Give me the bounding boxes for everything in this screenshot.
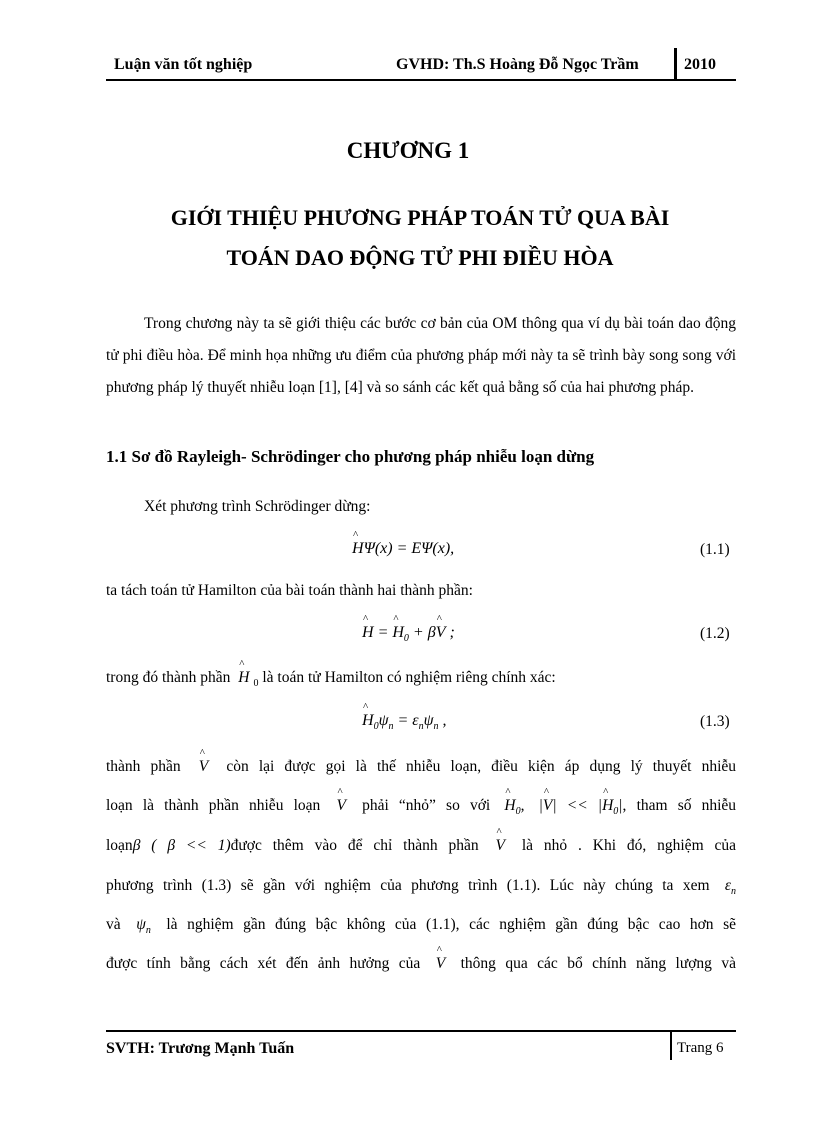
chapter-title-line-1: GIỚI THIỆU PHƯƠNG PHÁP TOÁN TỬ QUA BÀI <box>170 205 670 230</box>
text-consider: Xét phương trình Schrödinger dừng: <box>144 498 371 515</box>
section-heading: 1.1 Sơ đồ Rayleigh- Schrödinger cho phương pháp nhiễu loạn dừng <box>106 447 595 466</box>
chapter-title <box>110 198 730 278</box>
p2-line5-part-a: và <box>106 916 121 933</box>
text-where: trong đó thành phần ^ H $_0$ là toán tử Hamilton có nghiệm riêng chính xác: <box>106 669 556 689</box>
symbol-h0-inline: ^ $H_0$, <box>504 797 524 814</box>
p2-line1-part-b: còn lại được gọi là thế nhiễu loạn, điều kiện áp dụng lý thuyết nhiễu <box>226 758 737 775</box>
page-header <box>106 48 736 80</box>
text-split: ta tách toán tử Hamilton của bài toán thành hai thành phần: <box>106 582 473 599</box>
paragraph-2-line-2 <box>106 797 736 817</box>
text-where-part-a: trong đó thành phần <box>106 669 231 686</box>
p2-line5-part-b: là nghiệm gần đúng bậc không của (1.1), các nghiệm gần đúng bậc cao hơn sẽ <box>166 916 737 933</box>
norm-inequality: |^ V| << |^ $H_0|$ <box>539 797 623 814</box>
chapter-title-line-2: TOÁN DAO ĐỘNG TỬ PHI ĐIỀU HÒA <box>226 245 614 270</box>
intro-paragraph: Trong chương này ta sẽ giới thiệu các bước cơ bản của OM thông qua ví dụ bài toán dao động tử phi điều hòa. Để minh họa những ưu điểm của phương pháp mới này ta sẽ trình bày song song với phương pháp lý thuyết nhiễu loạn [1], [4] và so sánh các kết quả bằng số của hai phương pháp. <box>106 315 736 396</box>
p2-line3-part-c: là nhỏ . Khi đó, nghiệm của <box>521 837 737 854</box>
chapter-label: CHƯƠNG 1 <box>346 138 470 163</box>
p2-line1-part-a: thành phần <box>106 758 181 775</box>
equation-1-1: ^ HΨ(x) = EΨ(x), <box>352 540 454 558</box>
symbol-epsilon-n: $\varepsilon_n$ <box>724 877 737 898</box>
symbol-v: ^ V <box>199 758 208 776</box>
symbol-h0: ^ H <box>238 669 249 687</box>
p2-line2-part-b: phải “nhỏ” so với <box>362 797 491 814</box>
symbol-v: ^ V <box>495 837 504 855</box>
equation-1-2: ^ H = ^ $H_0$ + β^ V ; <box>362 624 455 644</box>
p2-line6-part-a: được tính bằng cách xét đến ảnh hưởng của <box>106 955 421 972</box>
paragraph-2-line-1 <box>106 758 736 776</box>
equation-number-1-2: (1.2) <box>700 625 730 642</box>
p2-line3-part-b: được thêm vào để chỉ thành phần <box>230 837 479 854</box>
symbol-psi-n: $\psi_n$ <box>136 916 151 937</box>
p2-line2-part-c: , tham số nhiễu <box>622 797 737 814</box>
footer-student: SVTH: Trương Mạnh Tuấn <box>106 1040 295 1057</box>
beta-condition: β ( β << 1) <box>132 837 231 854</box>
p2-line2-part-a: loạn là thành phần nhiễu loạn <box>106 797 321 814</box>
footer-divider <box>670 1032 672 1060</box>
footer-page-number: Trang 6 <box>677 1040 724 1056</box>
header-divider <box>674 48 677 80</box>
paragraph-2-line-4 <box>106 877 736 897</box>
paragraph-2-line-3 <box>106 837 736 855</box>
p2-line6-part-b: thông qua các bổ chính năng lượng và <box>460 955 736 972</box>
header-rule <box>106 79 736 81</box>
header-year: 2010 <box>684 56 716 73</box>
paragraph-2-line-6 <box>106 955 736 973</box>
footer-rule <box>106 1030 736 1032</box>
equation-1-3: ^ $H_0\psi_n = \varepsilon_n\psi_n$ , <box>362 712 447 732</box>
equation-number-1-1: (1.1) <box>700 541 730 558</box>
paragraph-2-line-5 <box>106 916 736 936</box>
symbol-v: ^ V <box>436 955 445 973</box>
p2-line4-text: phương trình (1.3) sẽ gần với nghiệm của phương trình (1.1). Lúc này chúng ta xem <box>106 877 710 894</box>
header-advisor: GVHD: Th.S Hoàng Đỗ Ngọc Trầm <box>396 56 639 73</box>
symbol-v: ^ V <box>336 797 345 815</box>
text-where-part-b: là toán tử Hamilton có nghiệm riêng chính xác: <box>262 669 556 686</box>
equation-number-1-3: (1.3) <box>700 713 730 730</box>
p2-line3-part-a: loạn <box>106 837 133 854</box>
header-thesis-label: Luận văn tốt nghiệp <box>114 56 253 73</box>
